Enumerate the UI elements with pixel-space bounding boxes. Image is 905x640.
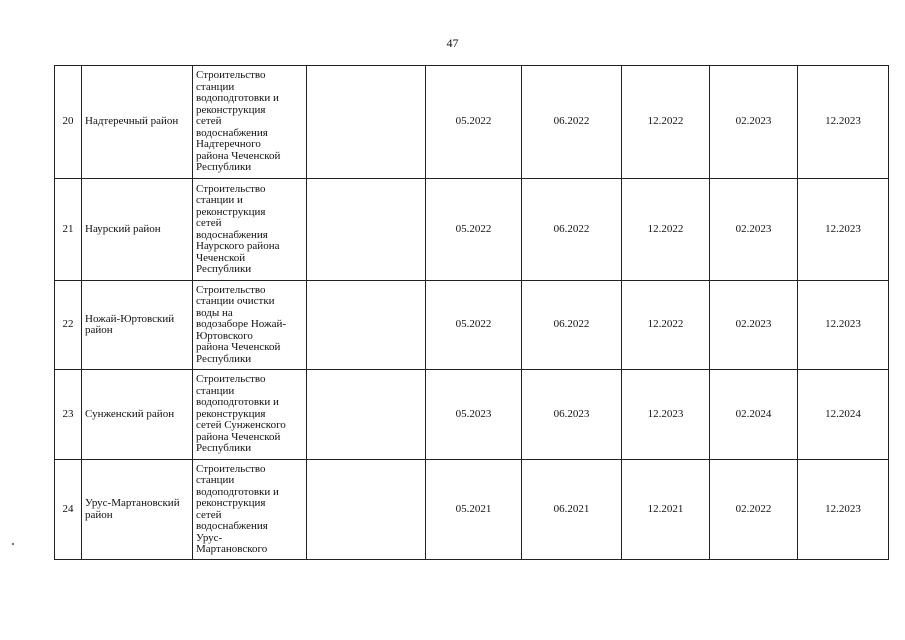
row-number-cell-text: 22 bbox=[62, 318, 74, 331]
description-cell bbox=[193, 66, 307, 179]
date-cell bbox=[426, 370, 522, 460]
date-cell-text: 06.2022 bbox=[553, 115, 590, 128]
district-cell bbox=[82, 66, 193, 179]
table-row bbox=[55, 281, 889, 370]
date-cell-text: 02.2022 bbox=[735, 502, 772, 515]
date-cell bbox=[710, 66, 798, 179]
date-cell-text: 12.2023 bbox=[825, 222, 861, 235]
district-cell bbox=[82, 460, 193, 560]
date-cell bbox=[622, 370, 710, 460]
date-cell bbox=[522, 179, 622, 281]
date-cell-text: 02.2024 bbox=[735, 407, 772, 420]
date-cell bbox=[710, 460, 798, 560]
date-cell bbox=[426, 179, 522, 281]
date-cell-text: 05.2022 bbox=[455, 222, 492, 235]
description-cell bbox=[193, 460, 307, 560]
row-number-cell bbox=[55, 460, 82, 560]
description-cell bbox=[193, 281, 307, 370]
date-cell bbox=[798, 179, 889, 281]
district-cell-text: Наурский район bbox=[85, 222, 161, 235]
date-cell bbox=[710, 281, 798, 370]
table-row bbox=[55, 460, 889, 560]
date-cell-text: 02.2023 bbox=[735, 115, 772, 128]
date-cell bbox=[426, 460, 522, 560]
date-cell bbox=[798, 281, 889, 370]
description-cell-text: Строительство станции и реконструкция сетей водоснабжения Наурского района Чеченской Республики bbox=[196, 182, 280, 275]
date-cell bbox=[522, 66, 622, 179]
date-cell bbox=[622, 179, 710, 281]
scan-dot bbox=[12, 543, 14, 545]
date-cell-text: 12.2022 bbox=[647, 222, 684, 235]
date-cell-text: 02.2023 bbox=[735, 318, 772, 331]
row-number-cell bbox=[55, 370, 82, 460]
date-cell-text: 05.2023 bbox=[455, 407, 492, 420]
date-cell bbox=[426, 281, 522, 370]
date-cell bbox=[622, 281, 710, 370]
date-cell-text: 02.2023 bbox=[735, 222, 772, 235]
district-cell bbox=[82, 370, 193, 460]
date-cell-text: 12.2023 bbox=[825, 318, 861, 331]
schedule-table bbox=[54, 65, 889, 560]
date-cell-text: 06.2023 bbox=[553, 407, 590, 420]
district-cell bbox=[82, 281, 193, 370]
date-cell bbox=[426, 66, 522, 179]
description-cell bbox=[193, 370, 307, 460]
date-cell bbox=[798, 460, 889, 560]
date-cell-text: 12.2022 bbox=[647, 318, 684, 331]
date-cell-text: 06.2022 bbox=[553, 318, 590, 331]
district-cell-text: Сунженский район bbox=[85, 407, 175, 420]
date-cell bbox=[622, 66, 710, 179]
table-row bbox=[55, 66, 889, 179]
date-cell-text: 06.2021 bbox=[553, 502, 590, 515]
row-number-cell-text: 21 bbox=[62, 222, 74, 235]
table-row bbox=[55, 179, 889, 281]
district-cell-text: Ножай-Юртовский район bbox=[85, 312, 175, 336]
date-cell-text: 05.2021 bbox=[455, 502, 492, 515]
empty-cell bbox=[307, 179, 426, 281]
date-cell-text: 06.2022 bbox=[553, 222, 590, 235]
row-number-cell bbox=[55, 281, 82, 370]
table-row bbox=[55, 370, 889, 460]
empty-cell bbox=[307, 370, 426, 460]
date-cell bbox=[710, 179, 798, 281]
date-cell-text: 05.2022 bbox=[455, 318, 492, 331]
date-cell-text: 05.2022 bbox=[455, 115, 492, 128]
description-cell-text: Строительство станции очистки воды на водозаборе Ножай- Юртовского района Чеченской Республики bbox=[196, 283, 287, 365]
district-cell-text: Надтеречный район bbox=[85, 115, 179, 128]
row-number-cell-text: 23 bbox=[62, 407, 74, 420]
row-number-cell-text: 20 bbox=[62, 115, 74, 128]
date-cell bbox=[522, 370, 622, 460]
date-cell-text: 12.2023 bbox=[825, 115, 861, 128]
date-cell-text: 12.2023 bbox=[825, 502, 861, 515]
empty-cell bbox=[307, 66, 426, 179]
date-cell bbox=[710, 370, 798, 460]
date-cell-text: 12.2022 bbox=[647, 115, 684, 128]
empty-cell bbox=[307, 460, 426, 560]
row-number-cell bbox=[55, 179, 82, 281]
date-cell bbox=[798, 370, 889, 460]
date-cell bbox=[522, 460, 622, 560]
date-cell-text: 12.2024 bbox=[825, 407, 861, 420]
description-cell-text: Строительство станции водоподготовки и реконструкция сетей водоснабжения Урус- Мартановского bbox=[196, 462, 279, 555]
page-number: 47 bbox=[446, 36, 459, 50]
date-cell-text: 12.2021 bbox=[647, 502, 684, 515]
description-cell bbox=[193, 179, 307, 281]
date-cell bbox=[522, 281, 622, 370]
row-number-cell bbox=[55, 66, 82, 179]
date-cell bbox=[798, 66, 889, 179]
description-cell-text: Строительство станции водоподготовки и реконструкция сетей водоснабжения Надтеречного района Чеченской Республики bbox=[196, 69, 281, 174]
empty-cell bbox=[307, 281, 426, 370]
description-cell-text: Строительство станции водоподготовки и реконструкция сетей Сунженского района Чеченской Республики bbox=[196, 373, 286, 455]
district-cell-text: Урус-Мартановский район bbox=[85, 497, 180, 521]
date-cell-text: 12.2023 bbox=[647, 407, 684, 420]
district-cell bbox=[82, 179, 193, 281]
row-number-cell-text: 24 bbox=[62, 502, 74, 515]
date-cell bbox=[622, 460, 710, 560]
